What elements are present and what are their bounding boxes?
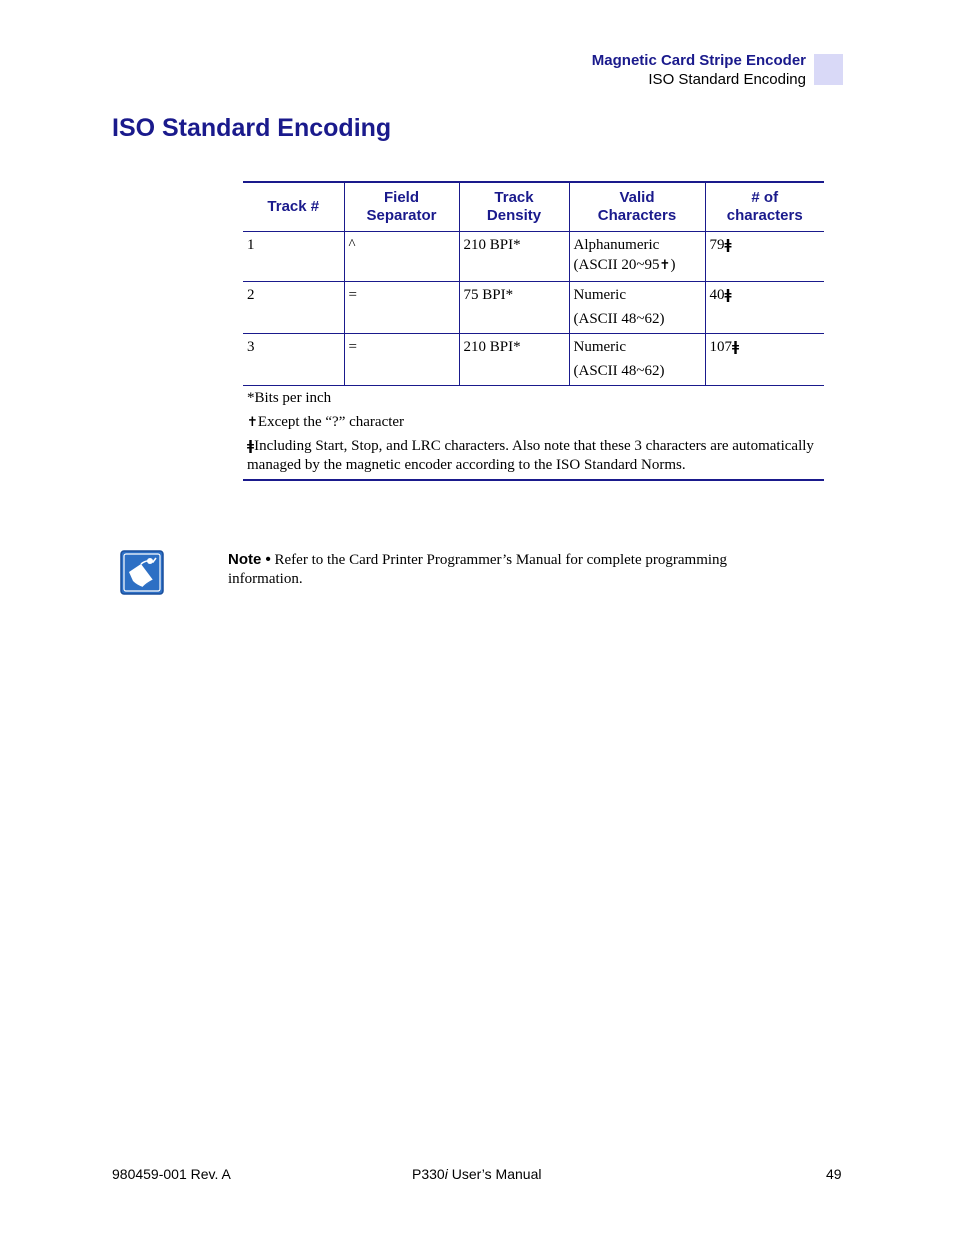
- double-dagger-mark: ǂ: [724, 288, 732, 303]
- iso-encoding-table: [243, 181, 824, 481]
- footer-manual-title: [412, 1166, 541, 1182]
- valid-chars-range: (ASCII 48~62): [573, 363, 665, 379]
- cell-separator: ^: [344, 232, 459, 282]
- header-section-title: ISO Standard Encoding: [648, 71, 806, 88]
- valid-chars-range: (ASCII 20~95: [573, 257, 660, 273]
- cell-track: 1: [243, 232, 344, 282]
- cell-density: 210 BPI*: [459, 334, 569, 386]
- header-label-line2: Separator: [366, 207, 437, 224]
- cell-density: 75 BPI*: [459, 282, 569, 334]
- footnote-bpi: *Bits per inch: [247, 390, 332, 406]
- header-field-separator: [344, 182, 459, 232]
- valid-chars-line2: [574, 309, 701, 329]
- cell-density: 210 BPI*: [459, 232, 569, 282]
- table-footnotes-row: [243, 386, 824, 481]
- valid-chars-line2: [574, 361, 701, 381]
- header-label-line2: Characters: [597, 207, 677, 224]
- char-count-value: 79: [709, 237, 725, 253]
- double-dagger-mark: ǂ: [247, 439, 255, 454]
- header-label-line1: Track: [494, 189, 534, 206]
- table-row: [243, 282, 824, 334]
- header-label-line1: # of: [751, 189, 779, 206]
- cell-char-count: [705, 232, 824, 282]
- note-icon: [120, 550, 164, 595]
- header-track-density: [459, 182, 569, 232]
- header-valid-characters: [569, 182, 705, 232]
- cell-char-count: [705, 334, 824, 386]
- cell-valid-chars: [569, 232, 705, 282]
- char-count-value: 40: [709, 287, 725, 303]
- running-header: [592, 52, 806, 90]
- cell-track: 3: [243, 334, 344, 386]
- note-body: Refer to the Card Printer Programmer’s Manual for complete programming information.: [228, 552, 728, 587]
- cell-valid-chars: [569, 282, 705, 334]
- header-track: [243, 182, 344, 232]
- page-title: ISO Standard Encoding: [112, 114, 392, 142]
- table-row: [243, 334, 824, 386]
- dagger-mark: ✝: [247, 415, 258, 430]
- table-footnotes: [243, 386, 824, 481]
- header-label-line2: Density: [486, 207, 542, 224]
- table-row: [243, 232, 824, 282]
- note-paragraph: [228, 550, 798, 589]
- header-label-line1: Field: [383, 189, 419, 206]
- cell-separator: =: [344, 334, 459, 386]
- double-dagger-mark: ǂ: [724, 238, 732, 253]
- note-label: Note •: [228, 551, 271, 568]
- chapter-tab-marker: [814, 54, 843, 85]
- dagger-mark: ✝: [659, 258, 671, 273]
- valid-chars-close: ): [670, 257, 676, 273]
- footnote-dagger-text: Except the “?” character: [257, 414, 405, 430]
- footnote-double-dagger: [247, 437, 820, 475]
- header-chapter-title: Magnetic Card Stripe Encoder: [591, 52, 806, 69]
- header-label-line1: Valid: [619, 189, 655, 206]
- valid-chars-line1: Numeric: [573, 287, 626, 303]
- valid-chars-line1: Numeric: [573, 339, 626, 355]
- valid-chars-line2: [574, 255, 701, 276]
- header-char-count: [705, 182, 824, 232]
- footer-model-suffix: i: [444, 1166, 448, 1182]
- valid-chars-range: (ASCII 48~62): [573, 311, 665, 327]
- cell-track: 2: [243, 282, 344, 334]
- page-number: 49: [826, 1166, 842, 1182]
- footer-manual-label: User’s Manual: [447, 1166, 542, 1182]
- double-dagger-mark: ǂ: [732, 340, 740, 355]
- cell-separator: =: [344, 282, 459, 334]
- valid-chars-line1: Alphanumeric: [573, 237, 660, 253]
- footnote-dagger: [247, 413, 820, 432]
- footer-doc-number: 980459-001 Rev. A: [112, 1166, 231, 1182]
- table-header-row: [243, 182, 824, 232]
- footnote-double-dagger-text: Including Start, Stop, and LRC characters. Also note that these 3 characters are automatically managed by the magnetic encoder according to the ISO Standard Norms.: [247, 438, 814, 473]
- cell-valid-chars: [569, 334, 705, 386]
- header-label-line2: characters: [726, 207, 803, 224]
- footer-model: P330: [412, 1166, 445, 1182]
- cell-char-count: [705, 282, 824, 334]
- header-track-label: Track #: [267, 198, 320, 215]
- char-count-value: 107: [709, 339, 732, 355]
